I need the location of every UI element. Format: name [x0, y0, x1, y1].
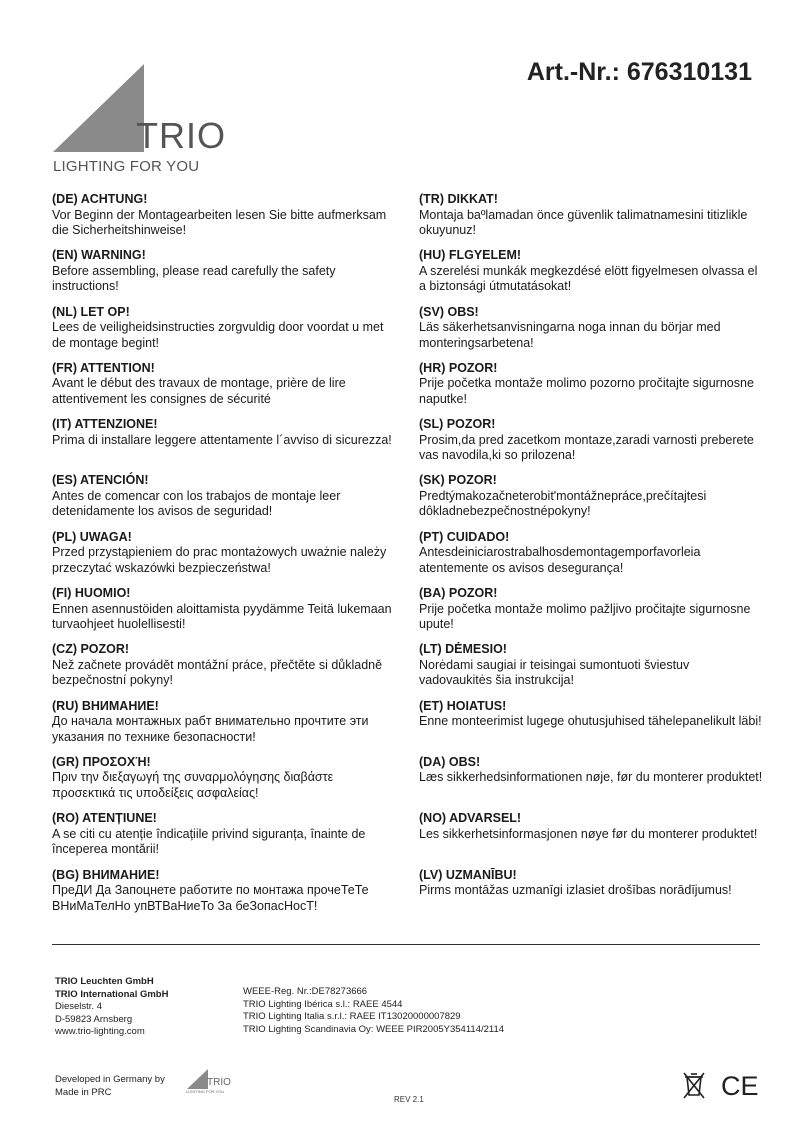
warning-sl: [419, 417, 764, 473]
warning-title: (PT) CUIDADO!: [419, 529, 510, 544]
warning-title: (FR) ATTENTION!: [52, 360, 155, 375]
warning-no: [419, 811, 764, 867]
warning-text: Przed przystąpieniem do prac montażowych uważnie należy przeczytać wskazówki bezpieczeństwa!: [52, 545, 387, 575]
warning-text: Pirms montāžas uzmanīgi izlasiet drošības norādījumus!: [419, 883, 732, 898]
warning-de: [52, 192, 397, 248]
warning-text: Antes de comencar con los trabajos de montaje leer detenidamente los avisos de seguridad!: [52, 488, 341, 519]
mini-logo-brand: TRIO: [207, 1077, 231, 1088]
warning-title: (PL) UWAGA!: [52, 529, 132, 544]
warning-title: (LT) DĖMESIO!: [419, 642, 507, 657]
warning-text: Les sikkerhetsinformasjonen nøye før du monterer produktet!: [419, 826, 758, 841]
trio-logo-triangle-icon: [50, 62, 150, 154]
warning-title: (ES) ATENCIÓN!: [52, 473, 149, 488]
warning-es: [52, 473, 397, 529]
warning-title: (DE) ACHTUNG!: [52, 192, 148, 206]
warning-text: Lees de veiligheidsinstructies zorgvuldig door voordat u met de montage begint!: [52, 320, 384, 350]
warning-lt: [419, 642, 764, 698]
warning-title: (ET) HOIATUS!: [419, 698, 507, 713]
weee-line: WEEE-Reg. Nr.:DE78273666: [243, 986, 368, 997]
warning-title: (SL) POZOR!: [419, 417, 496, 432]
trio-mini-logo: [186, 1068, 236, 1098]
warning-text: Before assembling, please read carefully the safety instructions!: [52, 263, 336, 294]
warning-sk: [419, 473, 764, 529]
warning-ba: [419, 586, 764, 642]
ce-mark-text: CE: [721, 1071, 759, 1100]
warning-nl: [52, 305, 397, 361]
warning-hr: [419, 361, 764, 417]
logo-brand: TRIO: [136, 115, 226, 156]
trio-logo: [50, 62, 226, 182]
warning-text: Avant le début des travaux de montage, prière de lire attentivement les consignes de sécurité: [52, 376, 346, 406]
company-street: Dieselstr. 4: [55, 1001, 102, 1012]
warning-title: (EN) WARNING!: [52, 248, 146, 263]
warning-title: (TR) DIKKAT!: [419, 192, 498, 206]
warning-title: (LV) UZMANĪBU!: [419, 867, 517, 882]
company-name-2: TRIO International GmbH: [55, 988, 169, 1000]
warning-title: (DA) OBS!: [419, 754, 481, 769]
warning-text: Vor Beginn der Montagearbeiten lesen Sie bitte aufmerksam die Sicherheitshinweise!: [52, 207, 387, 237]
warning-sv: [419, 305, 764, 361]
made-in: Made in PRC: [55, 1086, 112, 1098]
weee-line: TRIO Lighting Italia s.r.l.: RAEE IT13020000007829: [243, 1011, 461, 1022]
warning-lv: [419, 868, 764, 924]
warning-gr: [52, 755, 397, 811]
warnings-left-column: [52, 192, 397, 924]
weee-registration: [243, 986, 504, 1036]
warning-text: Læs sikkerhedsinformationen nøje, før du monterer produktet!: [419, 770, 763, 785]
warning-title: (BA) POZOR!: [419, 586, 498, 601]
warning-text: Πριν την διεξαγωγή της συναρμολόγησης διαβάστε προσεκτικά τις υποδείξεις ασφαλείας!: [52, 770, 334, 800]
company-name-1: TRIO Leuchten GmbH: [55, 976, 154, 987]
warning-text: Prosim,da pred zacetkom montaze,zaradi varnosti preberete vas navodila,ki so prilozena!: [419, 432, 754, 463]
warning-title: (RU) ВНИМАНИЕ!: [52, 698, 159, 713]
warning-text: До начала монтажных рабт внимательно прочтите эти указания по технике безопасности!: [52, 714, 369, 744]
warning-text: A szerelési munkák megkezdésé elött figyelmesen olvassa el a biztonsági útmutatásokat!: [419, 263, 758, 294]
warning-title: (HR) POZOR!: [419, 360, 498, 375]
warning-text: ПреДИ Да Запоцнете работите по монтажа прочеТеТе ВНиМаТелНо упВТВаНиеТо За беЗопасНосТ!: [52, 883, 369, 913]
warning-bg: [52, 868, 397, 924]
weee-line: TRIO Lighting Ibérica s.l.: RAEE 4544: [243, 998, 403, 1010]
warning-title: (BG) ВНИМАНИЕ!: [52, 867, 160, 882]
weee-crossed-bin-icon: [680, 1070, 708, 1100]
warning-title: (RO) ATENȚIUNE!: [52, 811, 157, 826]
origin-info: [55, 1074, 165, 1099]
warning-it: [52, 417, 397, 473]
warning-et: [419, 699, 764, 755]
warning-text: Enne monteerimist lugege ohutusjuhised tähelepanelikult läbi!: [419, 714, 762, 729]
warning-title: (SK) POZOR!: [419, 473, 497, 488]
warning-fi: [52, 586, 397, 642]
warning-text: Antesdeiniciarostrabalhosdemontagemporfavorleia atentemente os avisos desegurança!: [419, 545, 701, 575]
warning-ro: [52, 811, 397, 867]
company-city: D-59823 Arnsberg: [55, 1013, 133, 1025]
footer-divider: [52, 944, 760, 945]
warning-hu: [419, 248, 764, 304]
warning-text: Prima di installare leggere attentamente l´avviso di sicurezza!: [52, 432, 392, 447]
warning-title: (NL) LET OP!: [52, 304, 130, 319]
warning-title: (NO) ADVARSEL!: [419, 811, 522, 826]
warnings-right-column: [419, 192, 764, 924]
developed-by: Developed in Germany by: [55, 1074, 165, 1085]
warning-text: Prije početka montaže molimo pažljivo pročitajte sigurnosne upute!: [419, 601, 751, 632]
warning-text: Než začnete provádět montážní práce, přečtěte si důkladně bezpečnostní pokyny!: [52, 657, 383, 688]
warning-title: (SV) OBS!: [419, 304, 479, 319]
warning-text: Predtýmakozačneterobit'montážnepráce,prečítajtesi dôkladnebezpečnostnépokyny!: [419, 488, 707, 519]
warning-text: Norėdami saugiai ir teisingai sumontuoti šviestuv vadovaukitės šia instrukcija!: [419, 657, 690, 688]
warning-cz: [52, 642, 397, 698]
company-website: www.trio-lighting.com: [55, 1026, 145, 1037]
logo-tagline: LIGHTING FOR YOU: [53, 158, 200, 175]
warning-pt: [419, 530, 764, 586]
warning-title: (IT) ATTENZIONE!: [52, 417, 158, 432]
revision-number: REV 2.1: [394, 1095, 424, 1104]
warning-title: (GR) ΠΡΟΣΟΧΉ!: [52, 754, 151, 769]
warning-ru: [52, 699, 397, 755]
warning-tr: [419, 192, 764, 248]
warning-text: Prije početka montaže molimo pozorno pročitajte sigurnosne naputke!: [419, 376, 754, 406]
mini-logo-tagline: LIGHTING FOR YOU: [186, 1089, 225, 1094]
warning-pl: [52, 530, 397, 586]
warning-en: [52, 248, 397, 304]
warning-text: Montaja baºlamadan önce güvenlik talimatnamesini titizlikle okuyunuz!: [419, 207, 748, 237]
weee-line: TRIO Lighting Scandinavia Oy: WEEE PIR2005Y354114/2114: [243, 1023, 505, 1035]
article-number: Art.-Nr.: 676310131: [526, 58, 752, 86]
warning-text: Läs säkerhetsanvisningarna noga innan du börjar med monteringsarbetena!: [419, 320, 721, 350]
warning-text: Ennen asennustöiden aloittamista pyydämme Teitä lukemaan turvaohjeet huolellisesti!: [52, 601, 392, 632]
warning-fr: [52, 361, 397, 417]
warning-title: (CZ) POZOR!: [52, 642, 130, 657]
ce-mark-icon: [720, 1070, 764, 1100]
warning-title: (HU) FLGYELEM!: [419, 248, 522, 263]
warning-da: [419, 755, 764, 811]
company-address: [55, 976, 168, 1039]
warning-text: A se citi cu atenție îndicațiile privind siguranța, înainte de începerea montării!: [52, 826, 366, 857]
warning-title: (FI) HUOMIO!: [52, 586, 131, 601]
